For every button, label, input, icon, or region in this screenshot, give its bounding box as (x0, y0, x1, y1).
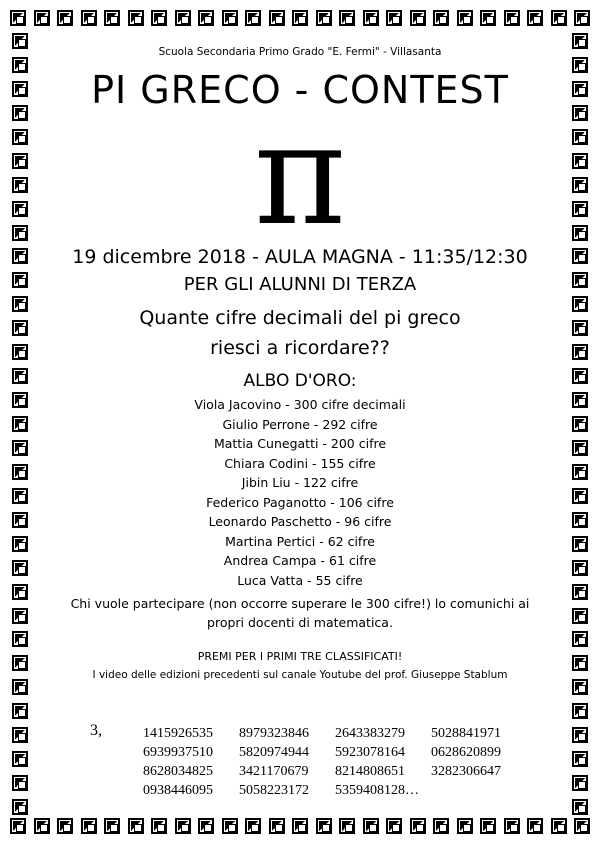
border-tile (10, 10, 26, 26)
border-tile (572, 512, 588, 528)
winners-list (40, 395, 560, 590)
border-tile (572, 703, 588, 719)
pi-digit-group: 0938446095 (143, 783, 213, 798)
pi-digit-group: 0628620899 (431, 745, 501, 760)
winner-item: Giulio Perrone - 292 cifre (222, 416, 378, 432)
poster-title: PI GRECO - CONTEST (91, 68, 509, 112)
border-tile (12, 536, 28, 552)
albo-doro-title: ALBO D'ORO: (243, 371, 357, 391)
border-tile (339, 818, 355, 834)
border-tile (128, 818, 144, 834)
border-tile (12, 57, 28, 73)
border-tile (386, 818, 402, 834)
border-tile (12, 248, 28, 264)
pi-digit-group: 5028841971 (431, 726, 501, 741)
border-tile (12, 727, 28, 743)
border-tile (572, 153, 588, 169)
winner-item: Jibin Liu - 122 cifre (241, 475, 359, 490)
border-tile (128, 10, 144, 26)
border-tile (12, 464, 28, 480)
poster-content (40, 36, 560, 681)
border-tile (457, 818, 473, 834)
border-tile (572, 81, 588, 97)
border-tile (12, 272, 28, 288)
border-tile (527, 818, 543, 834)
border-tile (81, 818, 97, 834)
border-tile (151, 10, 167, 26)
winner-item: Chiara Codini - 155 cifre (224, 455, 376, 471)
border-tile (12, 416, 28, 432)
winner-item: Luca Vatta - 55 cifre (237, 572, 363, 588)
border-tile (57, 10, 73, 26)
border-tile (245, 10, 261, 26)
border-tile (572, 751, 588, 767)
pi-digit-group: 5820974944 (239, 745, 309, 760)
pi-digit-group: 2643383279 (335, 726, 405, 741)
decorative-border-left (12, 33, 32, 815)
border-tile (12, 320, 28, 336)
border-tile (572, 248, 588, 264)
border-tile (12, 201, 28, 217)
border-tile (410, 818, 426, 834)
border-tile (151, 818, 167, 834)
border-tile (572, 129, 588, 145)
border-tile (269, 10, 285, 26)
border-tile (572, 440, 588, 456)
border-tile (572, 560, 588, 576)
border-tile (572, 464, 588, 480)
border-tile (198, 818, 214, 834)
border-tile (12, 584, 28, 600)
border-tile (457, 10, 473, 26)
border-tile (12, 703, 28, 719)
border-tile (527, 10, 543, 26)
border-tile (12, 775, 28, 791)
question-line-2: riesci a ricordare?? (210, 337, 390, 359)
border-tile (12, 631, 28, 647)
border-tile (57, 818, 73, 834)
border-tile (339, 10, 355, 26)
border-tile (572, 536, 588, 552)
border-tile (12, 751, 28, 767)
question-text (40, 303, 560, 363)
border-tile (572, 105, 588, 121)
pi-digit-group: 8979323846 (239, 726, 309, 741)
border-tile (504, 10, 520, 26)
winner-item: Leonardo Paschetto - 96 cifre (208, 514, 392, 529)
pi-digit-group: 3421170679 (239, 764, 309, 779)
border-tile (34, 10, 50, 26)
border-tile (316, 10, 332, 26)
winner-item: Martina Pertici - 62 cifre (225, 533, 375, 549)
border-tile (572, 296, 588, 312)
winner-item: Federico Paganotto - 106 cifre (206, 494, 394, 510)
participation-note (40, 594, 560, 632)
border-tile (572, 392, 588, 408)
pi-symbol: π (253, 94, 346, 257)
pi-digit-group: 3282306647 (431, 764, 501, 779)
border-tile (572, 320, 588, 336)
border-tile (551, 818, 567, 834)
border-tile (12, 153, 28, 169)
border-tile (574, 818, 590, 834)
border-tile (572, 201, 588, 217)
border-tile (316, 818, 332, 834)
participation-line-2: propri docenti di matematica. (207, 615, 393, 630)
border-tile (572, 727, 588, 743)
border-tile (363, 10, 379, 26)
videos-note: I video delle edizioni precedenti sul canale Youtube del prof. Giuseppe Stablum (92, 669, 508, 681)
border-tile (12, 392, 28, 408)
pi-digits-grid (143, 726, 527, 799)
border-tile (572, 584, 588, 600)
border-tile (480, 10, 496, 26)
border-tile (12, 655, 28, 671)
border-tile (12, 344, 28, 360)
border-tile (572, 631, 588, 647)
border-tile (12, 440, 28, 456)
border-tile (410, 10, 426, 26)
question-line-1: Quante cifre decimali del pi greco (139, 307, 461, 329)
border-tile (10, 818, 26, 834)
pi-digit-group: 5923078164 (335, 745, 405, 760)
border-tile (104, 818, 120, 834)
border-tile (572, 33, 588, 49)
winner-item: Andrea Campa - 61 cifre (223, 553, 377, 568)
pi-digit-group: 1415926535 (143, 726, 213, 741)
border-tile (572, 177, 588, 193)
decorative-border-top (10, 10, 590, 30)
border-tile (269, 818, 285, 834)
border-tile (572, 368, 588, 384)
border-tile (12, 608, 28, 624)
border-tile (81, 10, 97, 26)
border-tile (12, 105, 28, 121)
border-tile (12, 33, 28, 49)
border-tile (12, 560, 28, 576)
border-tile (175, 10, 191, 26)
border-tile (572, 488, 588, 504)
border-tile (572, 344, 588, 360)
border-tile (222, 818, 238, 834)
pi-digit-group: 6939937510 (143, 745, 213, 760)
border-tile (12, 488, 28, 504)
pi-integer-part: 3, (90, 722, 102, 739)
border-tile (245, 818, 261, 834)
school-name: Scuola Secondaria Primo Grado "E. Fermi" - Villasanta (158, 46, 442, 58)
event-date-location: 19 dicembre 2018 - AULA MAGNA - 11:35/12:30 (72, 246, 528, 268)
border-tile (12, 81, 28, 97)
border-tile (572, 272, 588, 288)
border-tile (222, 10, 238, 26)
border-tile (572, 416, 588, 432)
border-tile (572, 57, 588, 73)
border-tile (198, 10, 214, 26)
border-tile (12, 129, 28, 145)
border-tile (175, 818, 191, 834)
border-tile (572, 799, 588, 815)
border-tile (572, 655, 588, 671)
border-tile (433, 818, 449, 834)
border-tile (12, 296, 28, 312)
prizes-note: PREMI PER I PRIMI TRE CLASSIFICATI! (197, 650, 403, 663)
winner-item: Viola Jacovino - 300 cifre decimali (194, 397, 406, 412)
audience-line: PER GLI ALUNNI DI TERZA (183, 274, 417, 295)
border-tile (292, 818, 308, 834)
winner-item: Mattia Cunegatti - 200 cifre (213, 436, 387, 451)
participation-line-1: Chi vuole partecipare (non occorre superare le 300 cifre!) lo comunichi ai (70, 596, 530, 611)
decorative-border-right (572, 33, 592, 815)
border-tile (292, 10, 308, 26)
border-tile (433, 10, 449, 26)
pi-digit-group: 5058223172 (239, 783, 309, 798)
border-tile (12, 368, 28, 384)
border-tile (572, 225, 588, 241)
border-tile (12, 177, 28, 193)
pi-digit-group: 8628034825 (143, 764, 213, 779)
border-tile (363, 818, 379, 834)
border-tile (572, 775, 588, 791)
pi-digit-group: 5359408128… (335, 783, 419, 798)
border-tile (572, 608, 588, 624)
border-tile (551, 10, 567, 26)
border-tile (34, 818, 50, 834)
border-tile (574, 10, 590, 26)
border-tile (572, 679, 588, 695)
border-tile (504, 818, 520, 834)
border-tile (12, 512, 28, 528)
border-tile (480, 818, 496, 834)
pi-digit-group: 8214808651 (335, 764, 405, 779)
border-tile (386, 10, 402, 26)
border-tile (12, 679, 28, 695)
border-tile (12, 799, 28, 815)
decorative-border-bottom (10, 818, 590, 838)
border-tile (104, 10, 120, 26)
border-tile (12, 225, 28, 241)
